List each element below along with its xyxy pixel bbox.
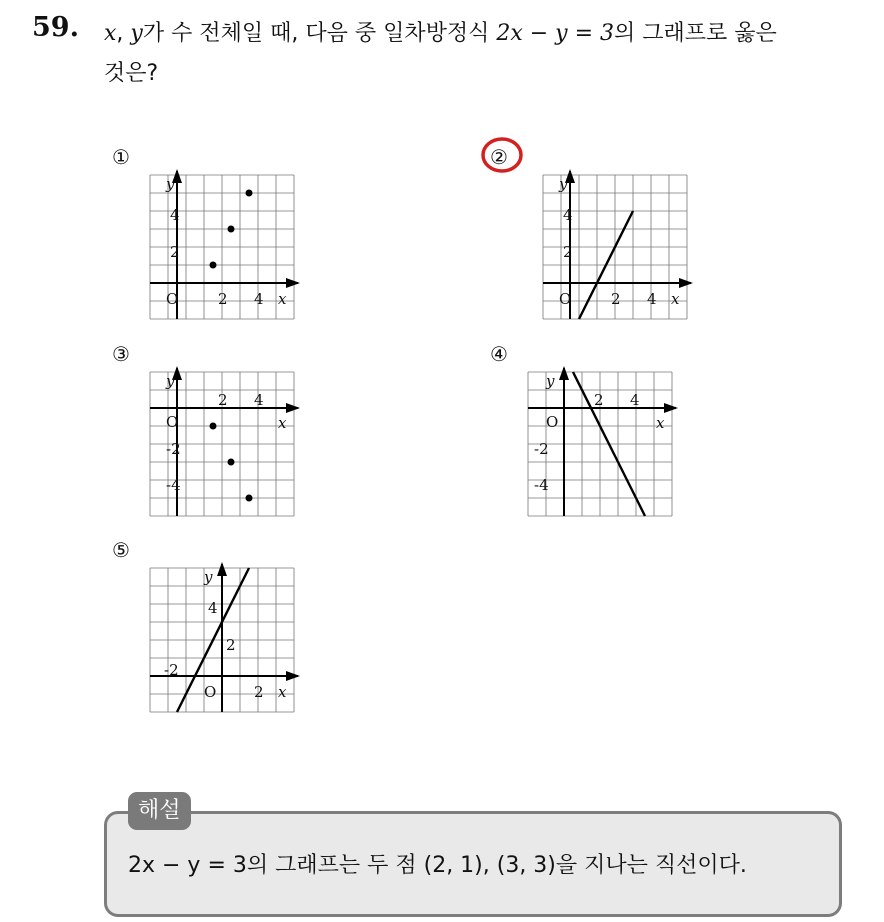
option-1-point-1 [210, 262, 217, 269]
option-1-tick-x-2: 2 [218, 290, 228, 308]
option-2-graph[interactable] [543, 175, 693, 325]
option-4-tick-y-minus2: -2 [534, 440, 549, 458]
option-5-origin: O [204, 683, 217, 701]
question-text-b: 의 그래프로 옳은 [614, 21, 777, 46]
option-4-axis-y-label: y [546, 372, 555, 390]
option-2-tick-y-4: 4 [563, 206, 573, 224]
option-5-tick-y-4: 4 [208, 599, 218, 617]
question-text-a: 가 수 전체일 때, 다음 중 일차방정식 [142, 21, 490, 46]
option-5-axis-y-label: y [204, 568, 213, 586]
option-3-tick-x-2: 2 [218, 391, 228, 409]
option-4-tick-x-2: 2 [594, 391, 604, 409]
option-1-origin: O [166, 290, 179, 308]
option-3-point-1 [210, 423, 217, 430]
option-1-axis-y-label: y [166, 175, 175, 193]
option-2-tick-x-4: 4 [647, 290, 657, 308]
option-3-point-3 [246, 495, 253, 502]
comma: , [116, 21, 124, 46]
option-1-point-2 [228, 226, 235, 233]
question-text-line2: 것은? [104, 61, 159, 86]
option-1-axis-x-label: x [278, 290, 287, 308]
option-2-tick-y-2: 2 [563, 243, 573, 261]
option-4-origin: O [546, 413, 559, 431]
option-2-origin: O [559, 290, 572, 308]
option-3-marker[interactable]: ③ [112, 342, 130, 366]
option-5-graph[interactable] [150, 568, 300, 718]
selected-answer-circle [478, 133, 528, 179]
option-3-axis-y-label: y [166, 372, 175, 390]
option-4-tick-x-4: 4 [630, 391, 640, 409]
option-1-tick-y-2: 2 [170, 243, 180, 261]
option-2-tick-x-2: 2 [611, 290, 621, 308]
var-y: y [130, 21, 143, 46]
option-3-origin: O [166, 413, 179, 431]
option-2-marker[interactable]: ② [490, 145, 508, 169]
option-2-axis-x-label: x [671, 290, 680, 308]
question-text-line1 [104, 16, 777, 47]
question-equation: 2x − y = 3 [496, 21, 615, 46]
option-3-tick-y-minus2: -2 [166, 440, 181, 458]
solution-tag: 해설 [128, 792, 191, 830]
option-1-graph[interactable] [150, 175, 300, 325]
var-x: x [104, 21, 117, 46]
option-4-marker[interactable]: ④ [490, 342, 508, 366]
option-1-point-3 [246, 190, 253, 197]
option-4-axis-x-label: x [656, 414, 665, 432]
option-3-tick-x-4: 4 [254, 391, 264, 409]
option-2-axis-y-label: y [559, 175, 568, 193]
option-1-tick-y-4: 4 [170, 206, 180, 224]
solution-text: 2x − y = 3의 그래프는 두 점 (2, 1), (3, 3)을 지나는 직선이다. [128, 853, 747, 878]
option-3-axis-x-label: x [278, 414, 287, 432]
option-4-tick-y-minus4: -4 [534, 476, 549, 494]
option-1-marker[interactable]: ① [112, 145, 130, 169]
option-1-tick-x-4: 4 [254, 290, 264, 308]
option-3-point-2 [228, 459, 235, 466]
option-5-tick-x-minus2: -2 [164, 661, 179, 679]
option-5-axis-x-label: x [278, 683, 287, 701]
option-5-marker[interactable]: ⑤ [112, 538, 130, 562]
question-number: 59. [32, 12, 79, 43]
option-5-tick-y-2: 2 [226, 636, 236, 654]
option-4-graph[interactable] [528, 372, 678, 522]
option-3-tick-y-minus4: -4 [166, 476, 181, 494]
option-3-graph[interactable] [150, 372, 300, 522]
option-5-tick-x-2: 2 [254, 683, 264, 701]
